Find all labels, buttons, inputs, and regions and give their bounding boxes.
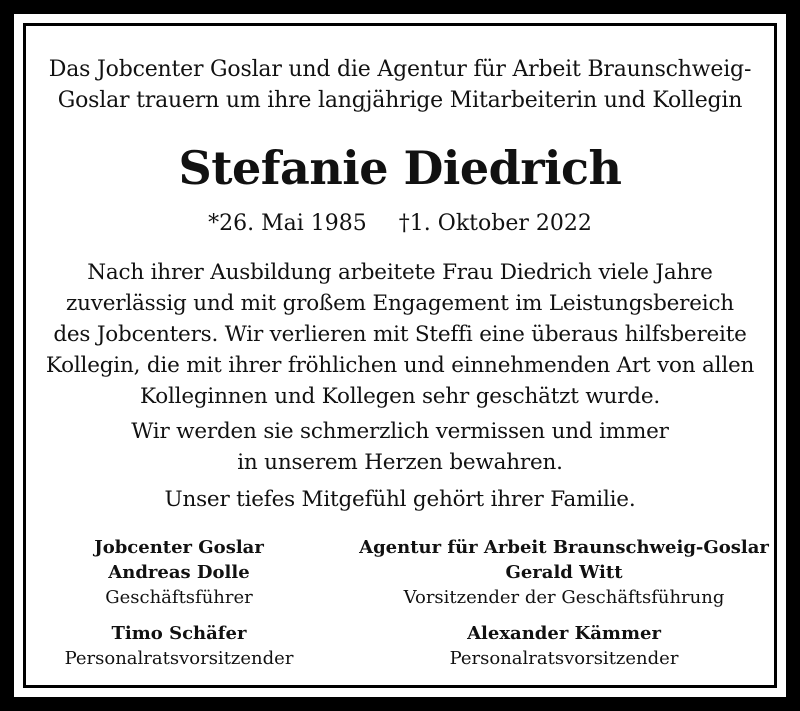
- life-dates: [14, 210, 786, 238]
- remembrance-paragraph: [14, 416, 786, 478]
- tribute-line: Kolleginnen und Kollegen sehr geschätzt wurde.: [139, 384, 661, 409]
- birth-date: *26. Mai 1985: [208, 211, 367, 236]
- tribute-line: Kollegin, die mit ihrer fröhlichen und einnehmenden Art von allen: [45, 353, 755, 378]
- remembrance-line: Wir werden sie schmerzlich vermissen und immer: [131, 419, 669, 444]
- intro-text: [14, 54, 786, 116]
- signature-person: Gerald Witt: [505, 562, 623, 583]
- tribute-line: zuverlässig und mit großem Engagement im Leistungsbereich: [66, 291, 734, 316]
- death-date: †1. Oktober 2022: [398, 211, 592, 236]
- remembrance-line: in unserem Herzen bewahren.: [237, 450, 563, 475]
- signature-role: Personalratsvorsitzender: [64, 648, 294, 669]
- signature-role: Personalratsvorsitzender: [449, 648, 679, 669]
- signature-org: Jobcenter Goslar: [94, 537, 264, 558]
- condolence-line: Unser tiefes Mitgefühl gehört ihrer Familie.: [164, 487, 636, 512]
- signature-personalrat-right: [409, 621, 719, 671]
- signature-person: Alexander Kämmer: [467, 623, 661, 644]
- intro-line-1: Das Jobcenter Goslar und die Agentur für Arbeit Braunschweig-: [48, 57, 752, 82]
- signature-agentur: [349, 535, 779, 610]
- tribute-paragraph: [14, 257, 786, 412]
- obituary-notice: [14, 14, 786, 697]
- signature-org: Agentur für Arbeit Braunschweig-Goslar: [359, 537, 769, 558]
- deceased-name: Stefanie Diedrich: [178, 141, 622, 195]
- intro-line-2: Goslar trauern um ihre langjährige Mitarbeiterin und Kollegin: [57, 88, 743, 113]
- signature-person: Timo Schäfer: [111, 623, 247, 644]
- signature-role: Geschäftsführer: [105, 587, 253, 608]
- tribute-line: des Jobcenters. Wir verlieren mit Steffi eine überaus hilfsbereite: [53, 322, 747, 347]
- tribute-line: Nach ihrer Ausbildung arbeitete Frau Diedrich viele Jahre: [87, 260, 713, 285]
- signature-jobcenter: [54, 535, 304, 610]
- signature-role: Vorsitzender der Geschäftsführung: [403, 587, 725, 608]
- signature-personalrat-left: [44, 621, 314, 671]
- signature-person: Andreas Dolle: [108, 562, 250, 583]
